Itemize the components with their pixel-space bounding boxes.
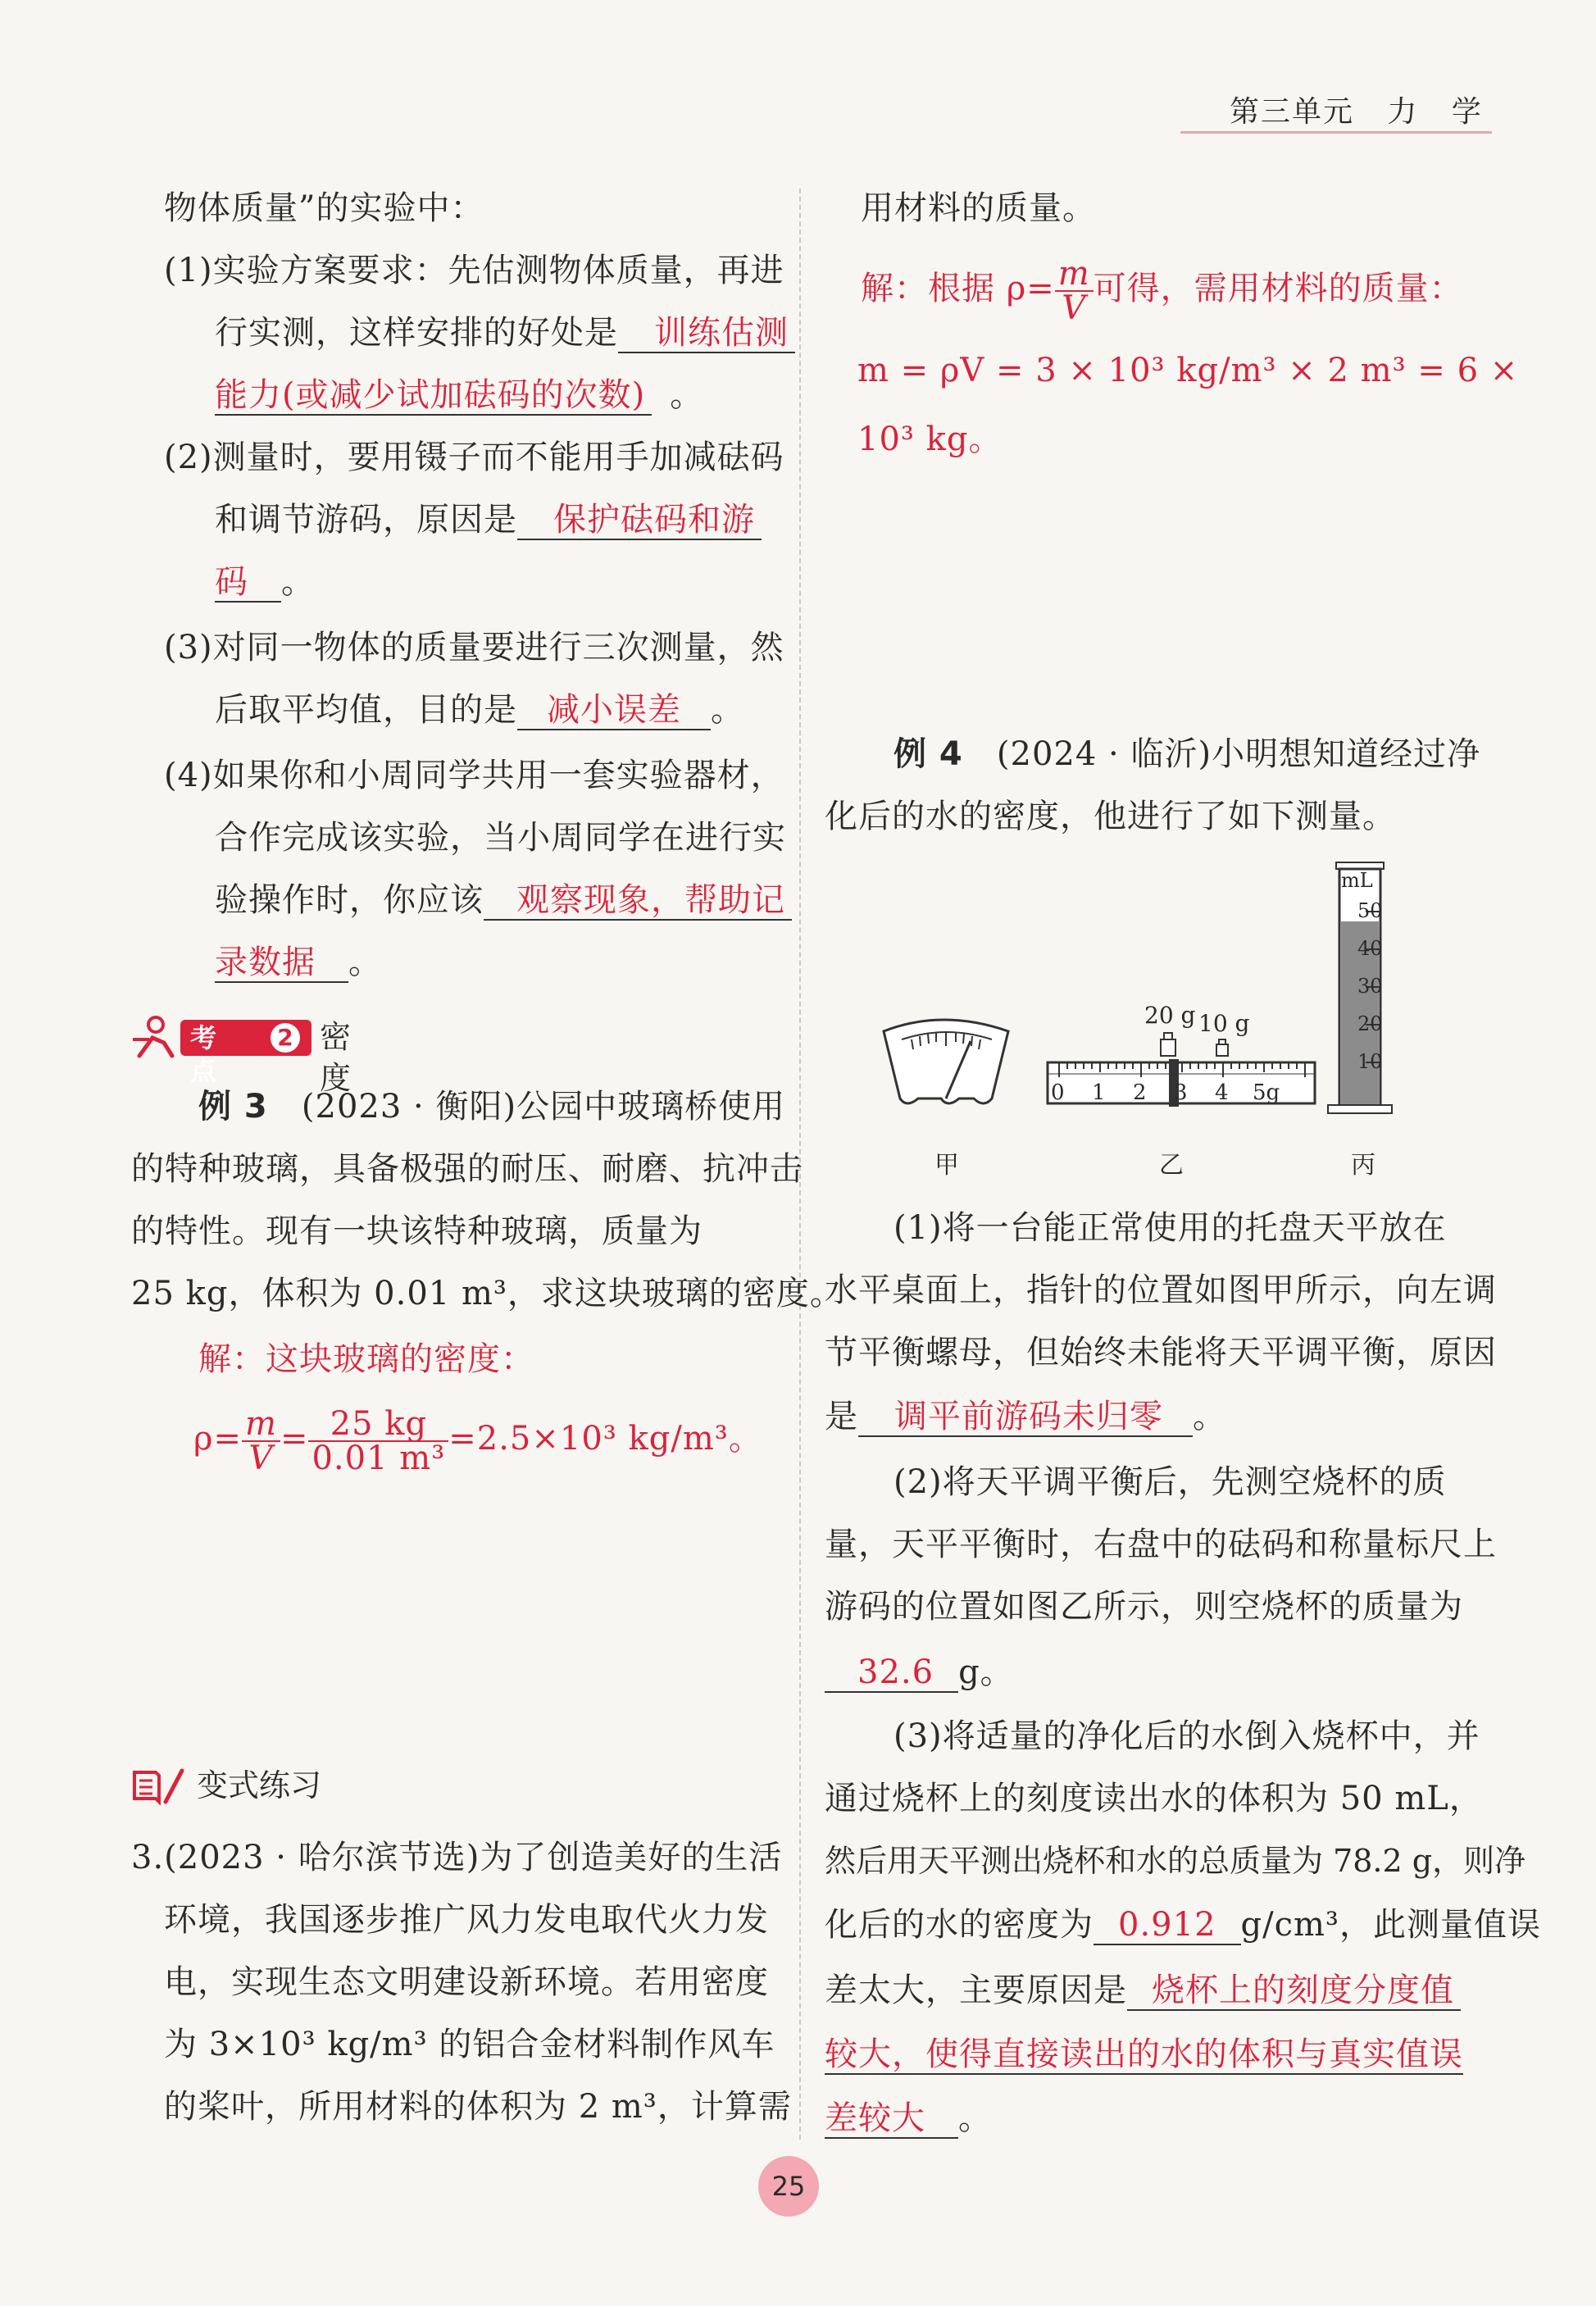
p3-line-g: 差较大 。 — [825, 2099, 992, 2137]
figure-jia-dial — [884, 1020, 1008, 1103]
ex4-line-a: 例 4 (2024 · 临沂)小明想知道经过净 — [893, 735, 1481, 773]
cylinder-unit: mL — [1341, 869, 1373, 892]
kaodian-number: 2 — [271, 1023, 300, 1053]
q1-line-a: (1)实验方案要求：先估测物体质量，再进 — [164, 252, 784, 289]
ex3-label: 例 3 — [198, 1088, 268, 1126]
p1-line-c: 节平衡螺母，但始终未能将天平调平衡，原因 — [825, 1334, 1497, 1371]
kaodian-label: 考点 — [190, 1022, 217, 1086]
header-rule — [1180, 131, 1492, 134]
q2-answer-2: 码 — [215, 563, 281, 603]
cylinder-mark-10: 10 — [1357, 1050, 1383, 1073]
v3-line-e: 的桨叶，所用材料的体积为 2 m³，计算需 — [164, 2088, 792, 2126]
v3-solution-result: 10³ kg。 — [857, 421, 1003, 458]
p2-line-b: 量，天平平衡时，右盘中的砝码和称量标尺上 — [825, 1526, 1497, 1563]
q2-answer-1: 保护砝码和游 — [517, 501, 762, 540]
cylinder-mark-30: 30 — [1357, 975, 1383, 998]
cylinder-mark-20: 20 — [1357, 1012, 1383, 1035]
ex4-label: 例 4 — [893, 735, 963, 773]
q4-line-b: 合作完成该实验，当小周同学在进行实 — [215, 819, 786, 857]
header-unit: 第三单元 力 学 — [1230, 95, 1483, 129]
p3-line-f — [825, 2031, 1463, 2077]
figure-caption-bing: 丙 — [1351, 1151, 1375, 1180]
page-number: 25 — [758, 2156, 819, 2217]
kaodian-title: 密度 — [320, 1019, 352, 1096]
q4-line-d: 录数据 。 — [215, 944, 382, 981]
p1-answer: 调平前游码未归零 — [858, 1398, 1193, 1437]
p2-line-c: 游码的位置如图乙所示，则空烧杯的质量为 — [825, 1588, 1463, 1626]
p3-answer-density: 0.912 — [1094, 1906, 1241, 1945]
weight-10g-label: 10 g — [1198, 1010, 1250, 1037]
runner-icon — [131, 1015, 180, 1059]
v3-line-c: 电，实现生态文明建设新环境。若用密度 — [164, 1963, 769, 2001]
scale-tick-4: 4 — [1215, 1080, 1229, 1105]
p2-answer: 32.6 — [825, 1653, 958, 1693]
p3-answer-reason-2: 较大，使得直接读出的水的体积与真实值误 — [825, 2035, 1463, 2073]
p2-line-d: 32.6 g。 — [825, 1649, 1014, 1695]
q4-line-c: 验操作时，你应该 观察现象，帮助记 — [215, 877, 792, 923]
book-pencil-icon — [131, 1766, 187, 1805]
ex3-solution-intro: 解：这块玻璃的密度： — [198, 1340, 534, 1378]
p3-line-a: (3)将适量的净化后的水倒入烧杯中，并 — [893, 1717, 1480, 1755]
scale-tick-2: 2 — [1133, 1080, 1147, 1105]
q2-line-b: 和调节游码，原因是 保护砝码和游 — [215, 497, 762, 543]
q3-answer: 减小误差 — [517, 691, 711, 730]
cylinder-mark-40: 40 — [1357, 937, 1383, 960]
q2-line-a: (2)测量时，要用镊子而不能用手加减砝码 — [164, 439, 784, 476]
q4-answer-1: 观察现象，帮助记 — [484, 881, 792, 921]
q3-line-a: (3)对同一物体的质量要进行三次测量，然 — [164, 629, 784, 666]
left-line-1: 物体质量”的实验中： — [164, 189, 484, 227]
cylinder-mark-50: 50 — [1357, 899, 1383, 922]
q1-line-c: 能力(或减少试加砝码的次数) 。 — [215, 376, 704, 414]
p1-line-a: (1)将一台能正常使用的托盘天平放在 — [893, 1209, 1447, 1247]
p3-answer-reason-3: 差较大 — [825, 2099, 958, 2139]
variant-title: 变式练习 — [197, 1767, 322, 1803]
ex3-line-c: 的特性。现有一块该特种玻璃，质量为 — [131, 1212, 703, 1250]
p3-answer-reason-1: 烧杯上的刻度分度值 — [1127, 1972, 1461, 2011]
q3-line-b: 后取平均值，目的是 减小误差 。 — [215, 691, 744, 729]
scale-tick-1: 1 — [1092, 1080, 1106, 1105]
figure-caption-yi: 乙 — [1159, 1151, 1184, 1180]
figure-caption-jia: 甲 — [934, 1151, 959, 1180]
ex3-line-d: 25 kg，体积为 0.01 m³，求这块玻璃的密度。 — [131, 1275, 843, 1312]
q4-answer-2: 录数据 — [215, 944, 348, 983]
v3-solution-formula: m = ρV = 3 × 10³ kg/m³ × 2 m³ = 6 × — [857, 352, 1519, 389]
p3-line-c: 然后用天平测出烧杯和水的总质量为 78.2 g，则净 — [825, 1843, 1526, 1879]
scale-tick-3: 3 — [1174, 1080, 1188, 1105]
weight-20g-label: 20 g — [1144, 1002, 1196, 1029]
q1-line-b: 行实测，这样安排的好处是 训练估测 — [215, 310, 795, 356]
ex3-line-b: 的特种玻璃，具备极强的耐压、耐磨、抗冲击 — [131, 1150, 803, 1188]
v3-line-d: 为 3×10³ kg/m³ 的铝合金材料制作风车 — [164, 2026, 775, 2063]
ex3-line-a: 例 3 (2023 · 衡阳)公园中玻璃桥使用 — [198, 1088, 786, 1126]
q1-answer-1: 训练估测 — [618, 314, 795, 353]
q4-line-a: (4)如果你和小周同学共用一套实验器材， — [164, 757, 784, 794]
ex4-line-b: 化后的水的密度，他进行了如下测量。 — [825, 798, 1396, 835]
p1-line-d: 是 调平前游码未归零 。 — [825, 1398, 1226, 1435]
p3-line-d: 化后的水的密度为 0.912 g/cm³，此测量值误 — [825, 1906, 1541, 1944]
scale-tick-5g: 5g — [1253, 1080, 1280, 1105]
v3-line-b: 环境，我国逐步推广风力发电取代火力发 — [164, 1901, 769, 1939]
p2-line-a: (2)将天平调平衡后，先测空烧杯的质 — [893, 1463, 1447, 1501]
scale-tick-0: 0 — [1051, 1080, 1065, 1105]
q2-line-c: 码 。 — [215, 563, 315, 601]
right-line-1: 用材料的质量。 — [861, 189, 1096, 227]
p3-line-b: 通过烧杯上的刻度读出水的体积为 50 mL， — [825, 1780, 1483, 1817]
q1-answer-2: 能力(或减少试加砝码的次数) — [215, 376, 652, 416]
ex3-solution-formula: ρ= $\frac{m}{V}$ = $\frac{25 kg}{\text{0.01 m³}}$ =2.5×10³ kg/m³。 — [193, 1405, 762, 1477]
v3-line-a: 3.(2023 · 哈尔滨节选)为了创造美好的生活 — [131, 1839, 783, 1876]
p1-line-b: 水平桌面上，指针的位置如图甲所示，向左调 — [825, 1271, 1497, 1309]
p3-line-e: 差太大，主要原因是 烧杯上的刻度分度值 — [825, 1967, 1461, 2013]
v3-solution-intro: 解：根据 ρ= $\frac{m}{V}$ 可得，需用材料的质量： — [861, 255, 1463, 327]
